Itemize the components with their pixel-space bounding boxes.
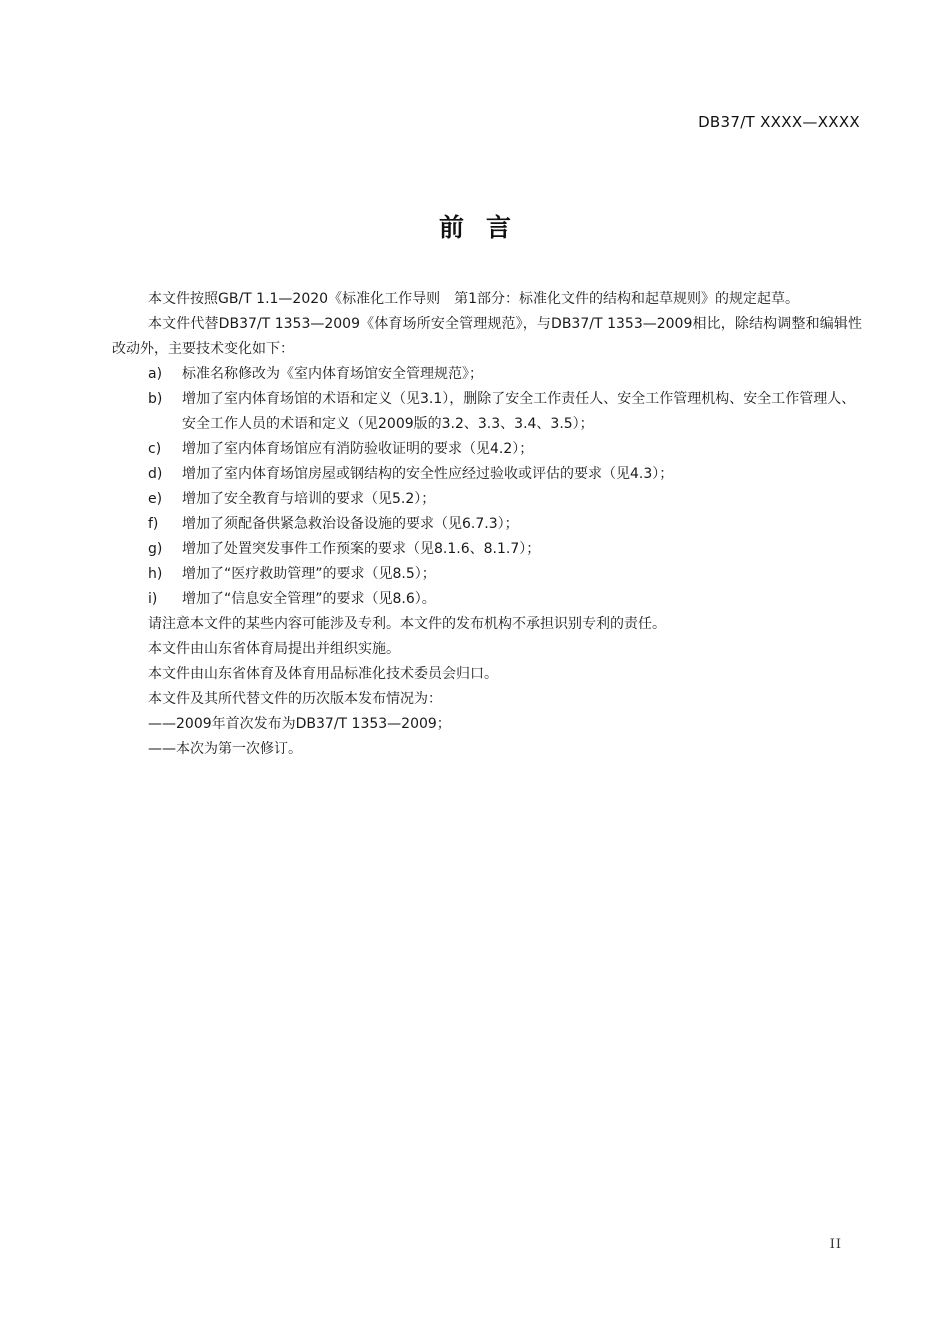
list-item [112, 562, 862, 587]
list-marker: e) [148, 491, 163, 507]
list-marker: f) [148, 516, 159, 532]
list-item-text: 增加了安全教育与培训的要求（见5.2）； [182, 491, 436, 507]
committee-statement: 本文件由山东省体育及体育用品标准化技术委员会归口。 [148, 666, 498, 682]
list-item [112, 487, 862, 512]
list-item-text: 增加了室内体育场馆应有消防验收证明的要求（见4.2）； [182, 441, 534, 457]
list-item-text: 增加了须配备供紧急救治设备设施的要求（见6.7.3）； [182, 516, 519, 532]
patent-notice: 请注意本文件的某些内容可能涉及专利。本文件的发布机构不承担识别专利的责任。 [148, 616, 666, 632]
list-item-text: 增加了“信息安全管理”的要求（见8.6）。 [182, 591, 436, 607]
list-item [112, 462, 862, 487]
list-item-text: 增加了处置突发事件工作预案的要求（见8.1.6、8.1.7）； [182, 541, 541, 557]
history-intro: 本文件及其所代替文件的历次版本发布情况为： [148, 691, 442, 707]
list-item [112, 512, 862, 537]
document-code: DB37/T XXXX—XXXX [698, 113, 860, 131]
list-marker: a) [148, 366, 163, 382]
intro-paragraph: 本文件按照GB/T 1.1—2020《标准化工作导则 第1部分：标准化文件的结构和起草规则》的规定起草。 [148, 291, 799, 307]
replacement-paragraph: 本文件代替DB37/T 1353—2009《体育场所安全管理规范》，与DB37/T 1353—2009相比，除结构调整和编辑性改动外，主要技术变化如下： [112, 316, 862, 357]
list-item [112, 537, 862, 562]
list-marker: i) [148, 591, 158, 607]
list-item [112, 362, 862, 387]
history-list [112, 712, 862, 762]
history-item: ——2009年首次发布为DB37/T 1353—2009； [148, 716, 451, 732]
list-marker: b) [148, 391, 163, 407]
list-item-text: 增加了“医疗救助管理”的要求（见8.5）； [182, 566, 436, 582]
list-marker: g) [148, 541, 163, 557]
document-body [112, 287, 862, 762]
list-marker: h) [148, 566, 163, 582]
history-item: ——本次为第一次修订。 [148, 741, 302, 757]
list-item [112, 587, 862, 612]
list-item-text: 标准名称修改为《室内体育场馆安全管理规范》； [182, 366, 483, 382]
changes-list [112, 362, 862, 612]
list-item-text: 增加了室内体育场馆的术语和定义（见3.1），删除了安全工作责任人、安全工作管理机构、安全工作管理人、安全工作人员的术语和定义（见2009版的3.2、3.3、3.4、3.5）； [182, 391, 856, 432]
list-marker: d) [148, 466, 163, 482]
list-item-text: 增加了室内体育场馆房屋或钢结构的安全性应经过验收或评估的要求（见4.3）； [182, 466, 674, 482]
list-item [112, 387, 862, 437]
proposer-statement: 本文件由山东省体育局提出并组织实施。 [148, 641, 400, 657]
page-title: 前言 [438, 213, 533, 242]
list-marker: c) [148, 441, 162, 457]
list-item [112, 437, 862, 462]
page-number: II [829, 1237, 842, 1252]
